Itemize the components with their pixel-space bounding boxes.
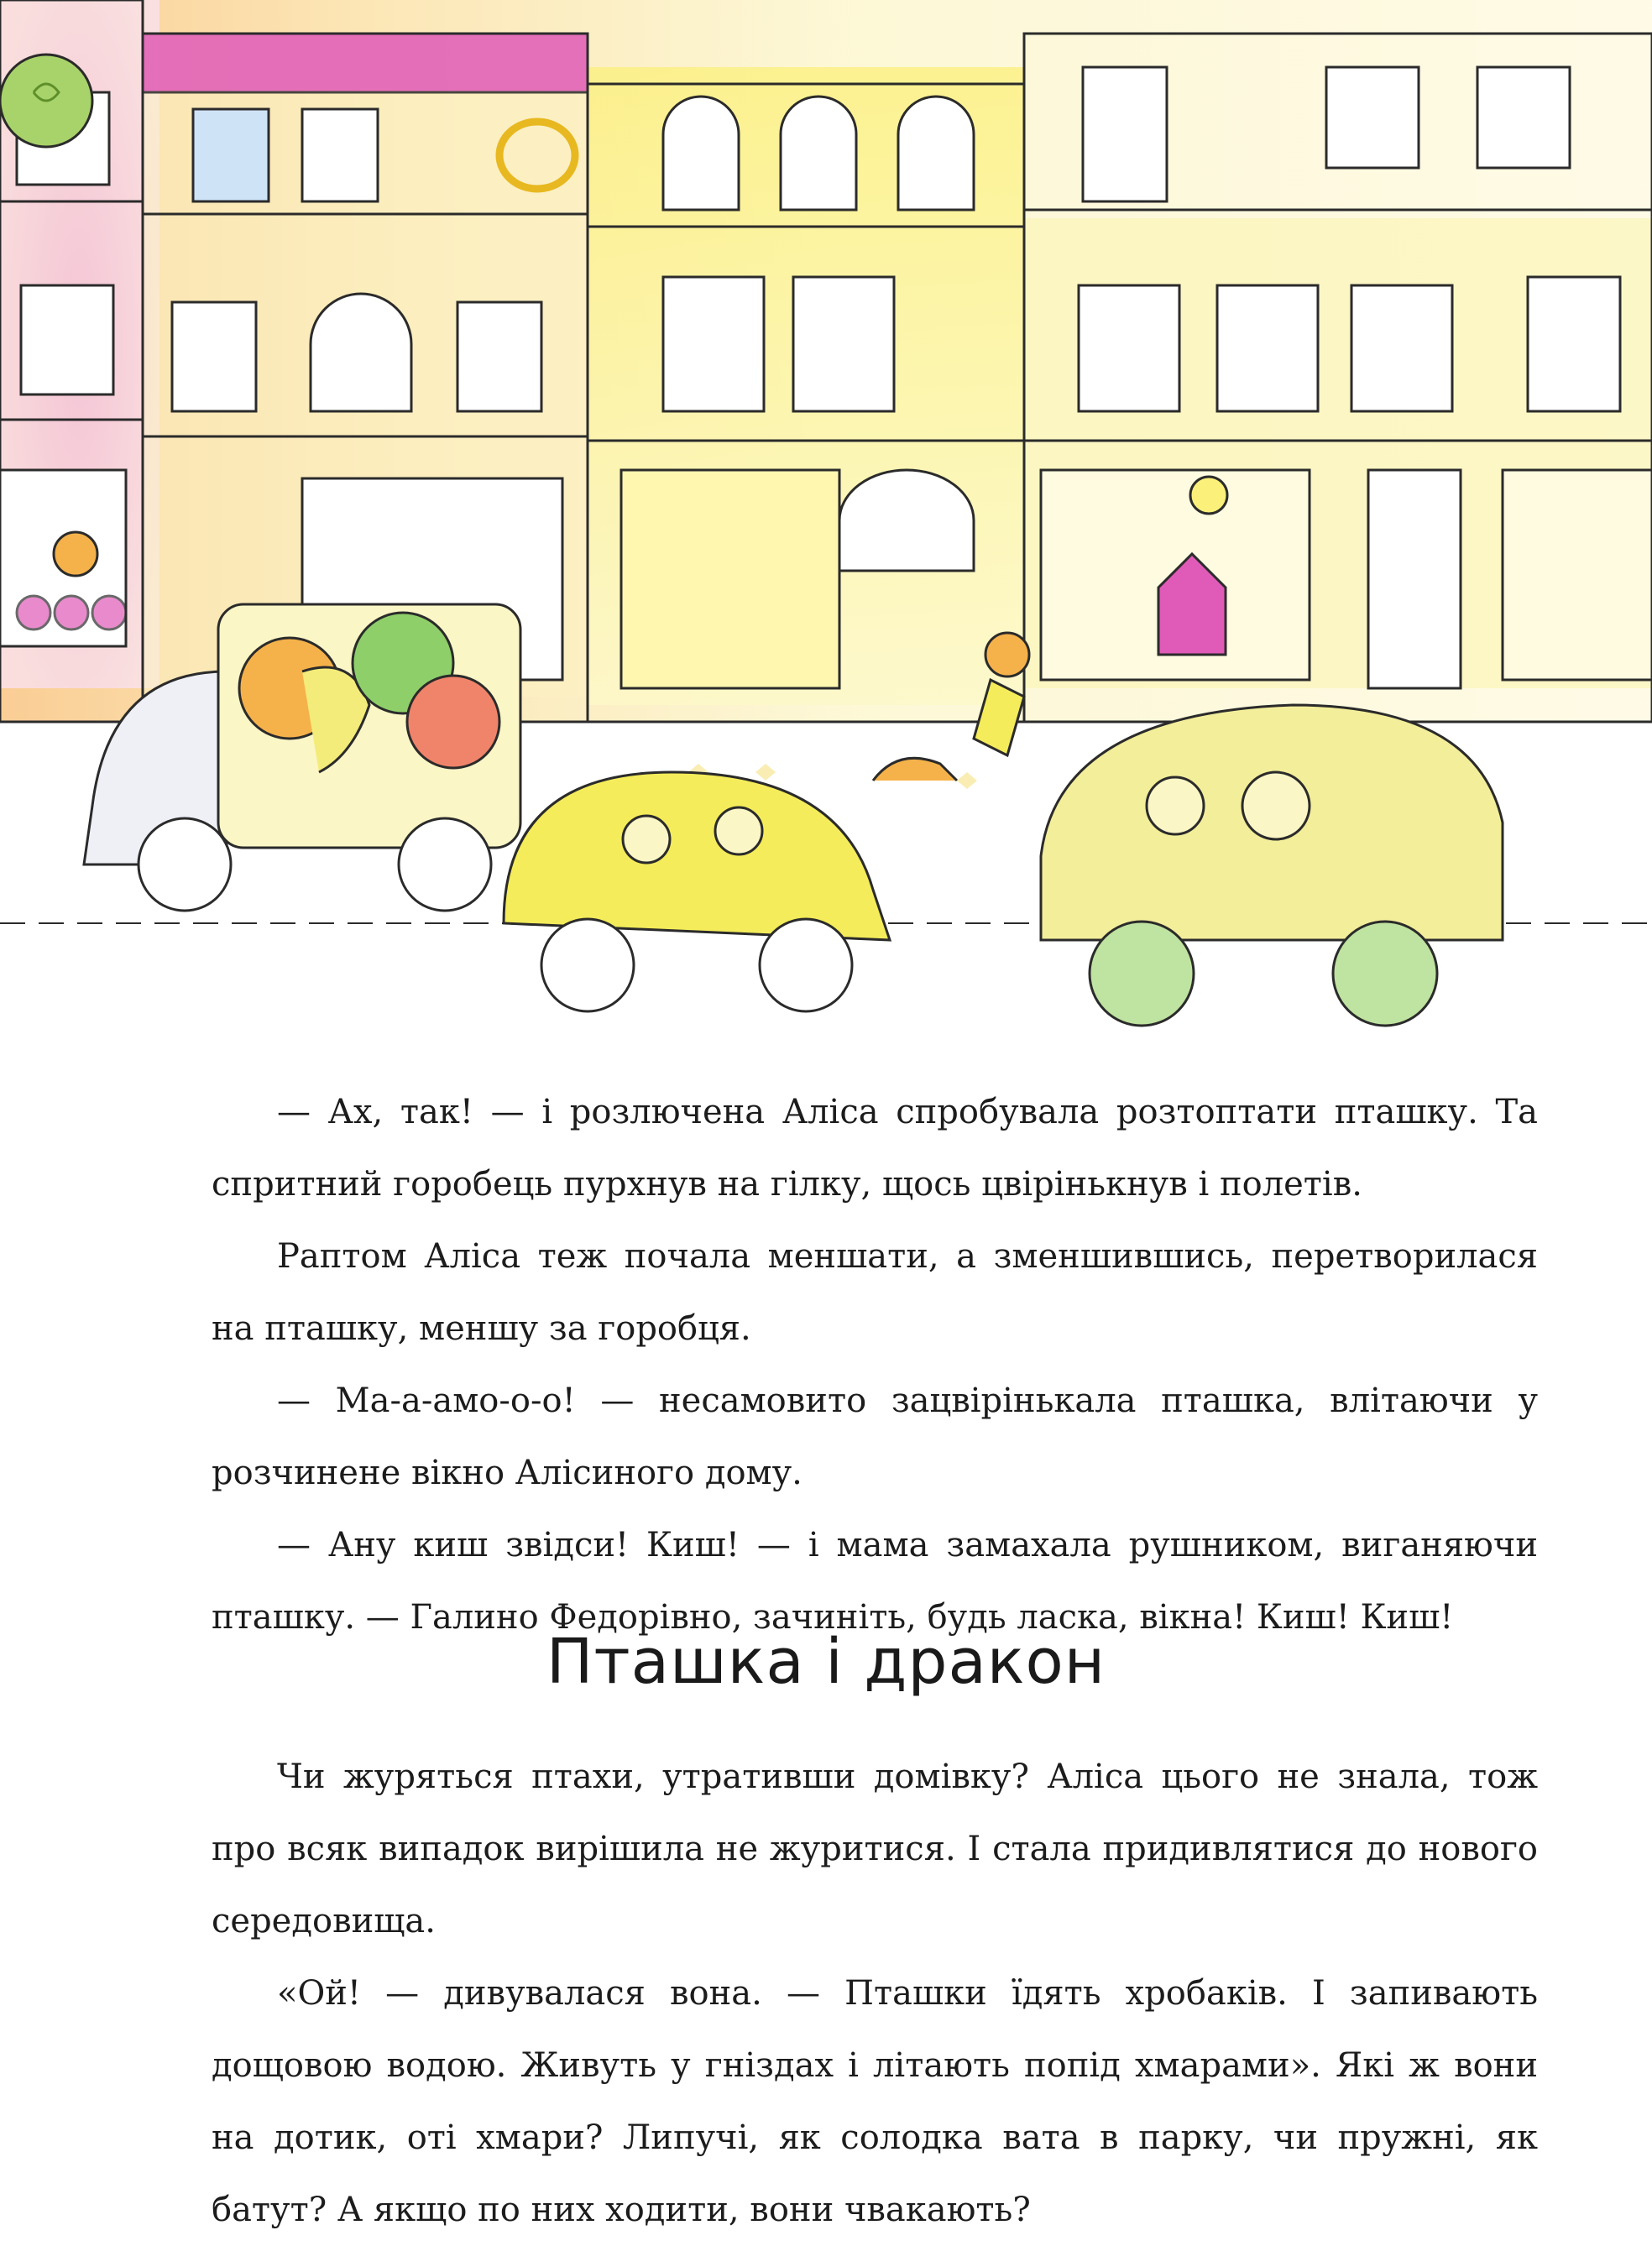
tree — [0, 55, 92, 147]
family-car — [1041, 705, 1503, 1026]
paragraph: Раптом Аліса теж почала меншати, а зменшившись, перетворилася на пташку, меншу за горобця. — [212, 1237, 1538, 1348]
street-illustration-svg — [0, 0, 1652, 1041]
paragraph: — Ах, так! — і розлючена Аліса спробувала розтоптати пташку. Та спритний горобець пурхнув на гілку, щось цвірінькнув і полетів. — [212, 1093, 1538, 1204]
chapter-title: Пташка і дракон — [546, 1626, 1106, 1698]
paragraph: — Ану киш звідси! Киш! — і мама замахала рушником, виганяючи пташку. — Галино Федорівно, зачиніть, будь ласка, вікна! Киш! Киш! — [212, 1526, 1538, 1637]
paragraph: «Ой! — дивувалася вона. — Пташки їдять хробаків. І запивають дощовою водою. Живуть у гніздах і літають попід хмарами». Які ж вони на дотик, оті хмари? Липучі, як солодка вата в парку, чи пружні, як батут? А якщо по них ходити, вони чвакають? — [212, 1974, 1538, 2229]
story-section-2 — [212, 1741, 1538, 2246]
story-section-1 — [212, 1076, 1538, 1653]
yellow-car — [504, 772, 890, 1011]
paragraph: Чи журяться птахи, утративши домівку? Аліса цього не знала, тож про всяк випадок вирішила не журитися. І стала придивлятися до нового середовища. — [212, 1758, 1538, 1940]
paragraph: — Ма-а-амо-о-о! — несамовито зацвірінькала пташка, влітаючи у розчинене вікно Алісиного дому. — [212, 1382, 1538, 1492]
street-illustration — [0, 0, 1652, 1041]
